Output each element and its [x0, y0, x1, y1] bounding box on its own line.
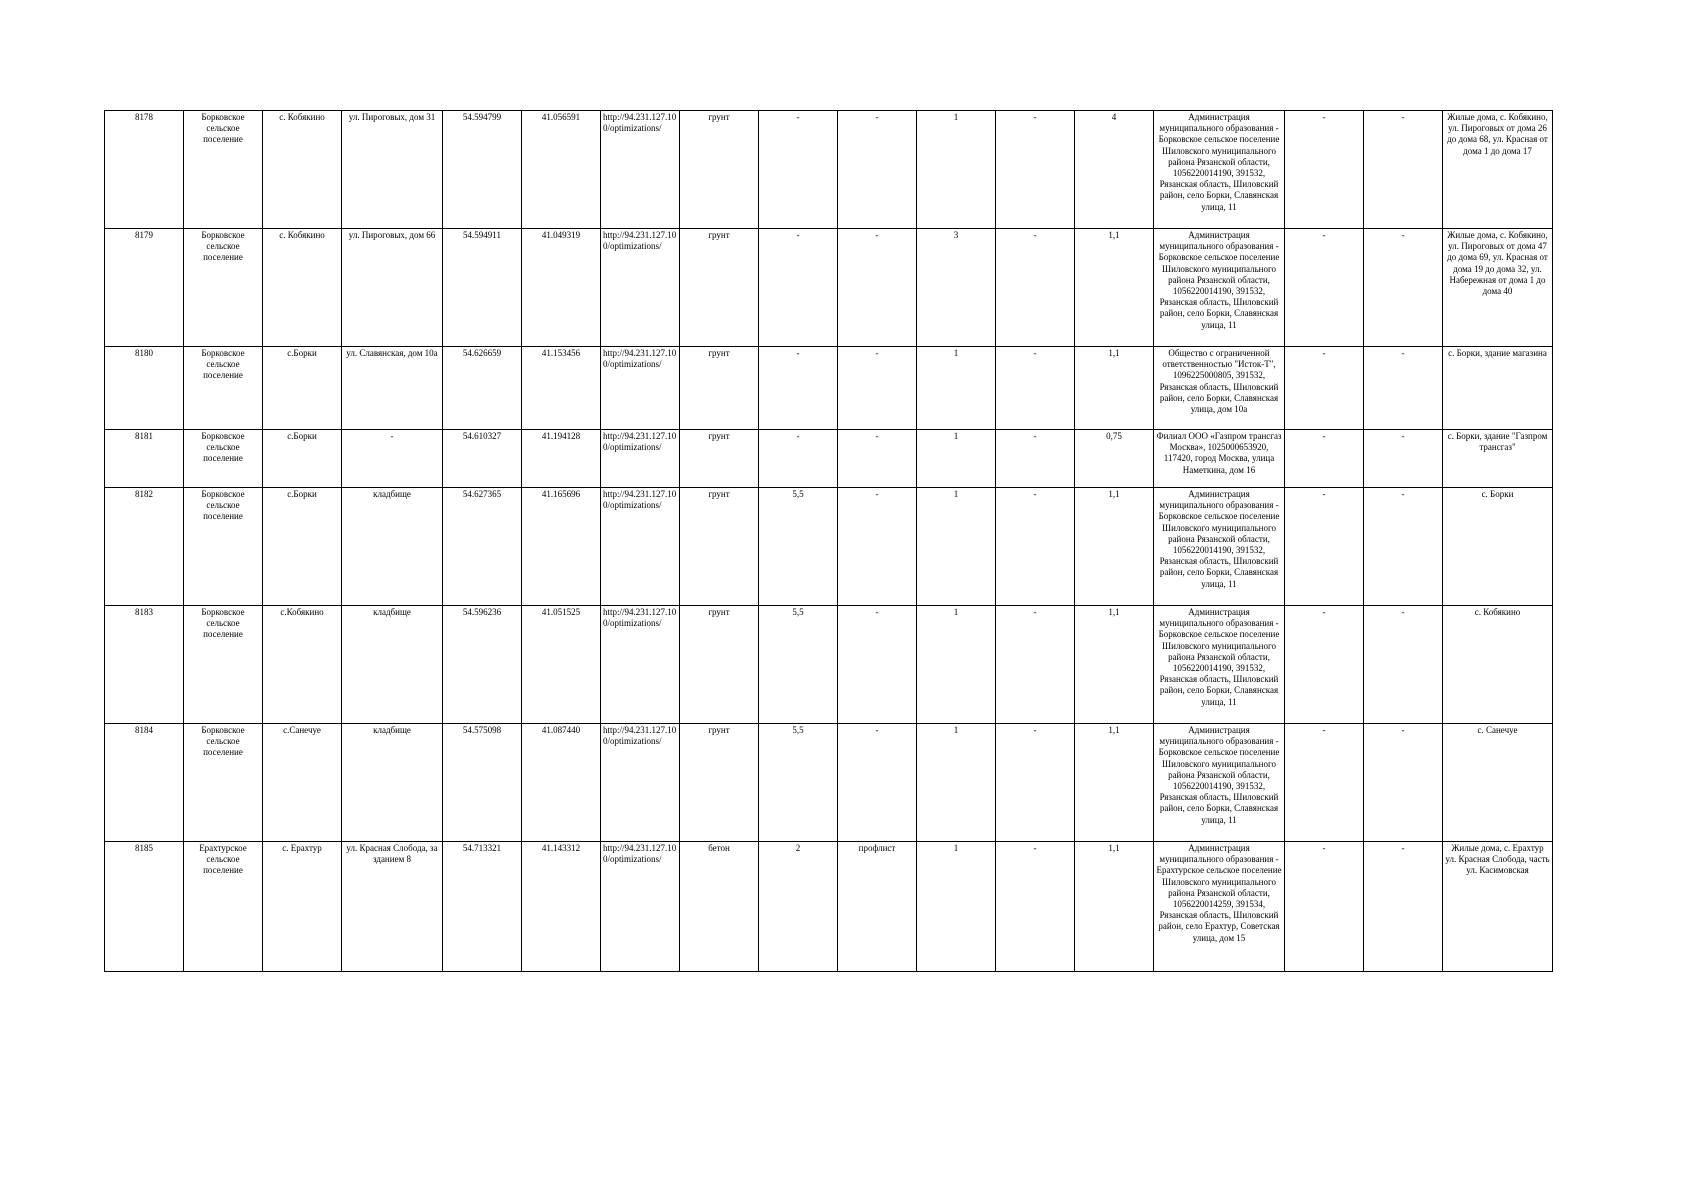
cell-owner: Администрация муниципального образования - Борковское сельское поселение Шиловского муниципального района Рязанской области, 1056220014190, 391532, Рязанская область, Шиловский район, село Борки, Славянская улица, 11 — [1154, 606, 1285, 724]
cell-fence-material: профлист — [838, 842, 917, 972]
cell-col-16: - — [1364, 488, 1443, 606]
cell-col-12: - — [996, 842, 1075, 972]
cell-waste-sources: с. Санечуе — [1443, 724, 1553, 842]
cell-col-16: - — [1364, 111, 1443, 229]
table-row — [105, 488, 1553, 606]
cell-col-15: - — [1285, 229, 1364, 347]
cell-waste-sources: Жилые дома, с. Кобякино, ул. Пироговых от дома 47 до дома 69, ул. Красная от дома 19 до дома 32, ул. Набережная от дома 1 до дома 40 — [1443, 229, 1553, 347]
cell-fence-material: - — [838, 430, 917, 488]
table-row — [105, 606, 1553, 724]
cell-map-link: http://94.231.127.100/optimizations/ — [601, 430, 680, 488]
cell-container-volume: 1,1 — [1075, 229, 1154, 347]
table-row — [105, 229, 1553, 347]
cell-map-link: http://94.231.127.100/optimizations/ — [601, 347, 680, 430]
cell-col-16: - — [1364, 430, 1443, 488]
cell-waste-sources: с. Борки — [1443, 488, 1553, 606]
cell-container-count: 1 — [917, 488, 996, 606]
cell-col-12: - — [996, 111, 1075, 229]
cell-col-12: - — [996, 347, 1075, 430]
cell-waste-sources: Жилые дома, с. Ерахтур ул. Красная Слобода, часть ул. Касимовская — [1443, 842, 1553, 972]
cell-col-12: - — [996, 606, 1075, 724]
cell-address: кладбище — [342, 488, 443, 606]
cell-waste-sources: Жилые дома, с. Кобякино, ул. Пироговых от дома 26 до дома 68, ул. Красная от дома 1 до дома 17 — [1443, 111, 1553, 229]
cell-col-16: - — [1364, 347, 1443, 430]
cell-waste-sources: с. Борки, здание "Газпром трансгаз" — [1443, 430, 1553, 488]
cell-waste-sources: с. Кобякино — [1443, 606, 1553, 724]
table-row — [105, 111, 1553, 229]
cell-col-12: - — [996, 724, 1075, 842]
cell-fence-material: - — [838, 111, 917, 229]
cell-area: - — [759, 430, 838, 488]
cell-row-number: 8182 — [105, 488, 184, 606]
cell-map-link: http://94.231.127.100/optimizations/ — [601, 724, 680, 842]
cell-col-16: - — [1364, 724, 1443, 842]
cell-fence-material: - — [838, 724, 917, 842]
cell-owner: Администрация муниципального образования - Ерахтурское сельское поселение Шиловского муниципального района Рязанской области, 1056220014259, 391534, Рязанская область, Шиловский район, село Ерахтур, Советская улица, дом 15 — [1154, 842, 1285, 972]
cell-surface-type: грунт — [680, 111, 759, 229]
cell-col-15: - — [1285, 347, 1364, 430]
cell-longitude: 41.056591 — [522, 111, 601, 229]
cell-col-15: - — [1285, 430, 1364, 488]
cell-locality: с.Кобякино — [263, 606, 342, 724]
cell-container-count: 1 — [917, 347, 996, 430]
cell-container-volume: 1,1 — [1075, 347, 1154, 430]
cell-latitude: 54.713321 — [443, 842, 522, 972]
cell-owner: Общество с ограниченной ответственностью "Исток-Т", 1096225000805, 391532, Рязанская область, Шиловский район, село Борки, Славянская улица, дом 10а — [1154, 347, 1285, 430]
cell-longitude: 41.049319 — [522, 229, 601, 347]
cell-address: ул. Пироговых, дом 66 — [342, 229, 443, 347]
cell-locality: с.Борки — [263, 347, 342, 430]
cell-container-count: 1 — [917, 842, 996, 972]
cell-address: ул. Красная Слобода, за зданием 8 — [342, 842, 443, 972]
cell-locality: с.Санечуе — [263, 724, 342, 842]
cell-settlement: Борковское сельское поселение — [184, 488, 263, 606]
cell-container-volume: 1,1 — [1075, 606, 1154, 724]
cell-owner: Филиал ООО «Газпром трансгаз Москва», 1025000653920, 117420, город Москва, улица Наметкина, дом 16 — [1154, 430, 1285, 488]
cell-area: - — [759, 111, 838, 229]
cell-locality: с. Кобякино — [263, 111, 342, 229]
cell-fence-material: - — [838, 606, 917, 724]
cell-latitude: 54.594911 — [443, 229, 522, 347]
cell-col-16: - — [1364, 842, 1443, 972]
cell-address: кладбище — [342, 724, 443, 842]
cell-area: 5,5 — [759, 488, 838, 606]
cell-row-number: 8184 — [105, 724, 184, 842]
cell-settlement: Борковское сельское поселение — [184, 347, 263, 430]
cell-longitude: 41.153456 — [522, 347, 601, 430]
cell-row-number: 8183 — [105, 606, 184, 724]
cell-area: 5,5 — [759, 724, 838, 842]
cell-col-16: - — [1364, 229, 1443, 347]
cell-col-12: - — [996, 430, 1075, 488]
cell-locality: с.Борки — [263, 488, 342, 606]
cell-address: кладбище — [342, 606, 443, 724]
table-row — [105, 724, 1553, 842]
cell-locality: с. Ерахтур — [263, 842, 342, 972]
cell-fence-material: - — [838, 229, 917, 347]
cell-address: ул. Пироговых, дом 31 — [342, 111, 443, 229]
cell-col-15: - — [1285, 606, 1364, 724]
cell-surface-type: грунт — [680, 606, 759, 724]
cell-col-12: - — [996, 488, 1075, 606]
cell-locality: с. Кобякино — [263, 229, 342, 347]
cell-map-link: http://94.231.127.100/optimizations/ — [601, 606, 680, 724]
table-row — [105, 347, 1553, 430]
cell-map-link: http://94.231.127.100/optimizations/ — [601, 842, 680, 972]
cell-container-volume: 1,1 — [1075, 488, 1154, 606]
cell-container-count: 1 — [917, 430, 996, 488]
cell-latitude: 54.594799 — [443, 111, 522, 229]
cell-settlement: Ерахтурское сельское поселение — [184, 842, 263, 972]
cell-surface-type: грунт — [680, 724, 759, 842]
cell-col-12: - — [996, 229, 1075, 347]
cell-surface-type: грунт — [680, 229, 759, 347]
cell-row-number: 8179 — [105, 229, 184, 347]
cell-settlement: Борковское сельское поселение — [184, 606, 263, 724]
cell-longitude: 41.051525 — [522, 606, 601, 724]
cell-surface-type: бетон — [680, 842, 759, 972]
table-row — [105, 430, 1553, 488]
cell-map-link: http://94.231.127.100/optimizations/ — [601, 111, 680, 229]
cell-row-number: 8185 — [105, 842, 184, 972]
cell-surface-type: грунт — [680, 430, 759, 488]
cell-longitude: 41.087440 — [522, 724, 601, 842]
cell-latitude: 54.627365 — [443, 488, 522, 606]
cell-address: - — [342, 430, 443, 488]
cell-settlement: Борковское сельское поселение — [184, 229, 263, 347]
cell-owner: Администрация муниципального образования - Борковское сельское поселение Шиловского муниципального района Рязанской области, 1056220014190, 391532, Рязанская область, Шиловский район, село Борки, Славянская улица, 11 — [1154, 229, 1285, 347]
cell-fence-material: - — [838, 488, 917, 606]
cell-owner: Администрация муниципального образования - Борковское сельское поселение Шиловского муниципального района Рязанской области, 1056220014190, 391532, Рязанская область, Шиловский район, село Борки, Славянская улица, 11 — [1154, 488, 1285, 606]
cell-settlement: Борковское сельское поселение — [184, 724, 263, 842]
cell-area: 5,5 — [759, 606, 838, 724]
cell-longitude: 41.165696 — [522, 488, 601, 606]
cell-container-volume: 4 — [1075, 111, 1154, 229]
cell-latitude: 54.626659 — [443, 347, 522, 430]
cell-container-count: 1 — [917, 111, 996, 229]
cell-latitude: 54.596236 — [443, 606, 522, 724]
cell-locality: с.Борки — [263, 430, 342, 488]
cell-map-link: http://94.231.127.100/optimizations/ — [601, 488, 680, 606]
cell-map-link: http://94.231.127.100/optimizations/ — [601, 229, 680, 347]
cell-settlement: Борковское сельское поселение — [184, 111, 263, 229]
cell-container-count: 3 — [917, 229, 996, 347]
cell-row-number: 8178 — [105, 111, 184, 229]
cell-area: - — [759, 347, 838, 430]
cell-area: - — [759, 229, 838, 347]
cell-col-15: - — [1285, 842, 1364, 972]
cell-area: 2 — [759, 842, 838, 972]
cell-row-number: 8180 — [105, 347, 184, 430]
cell-row-number: 8181 — [105, 430, 184, 488]
cell-container-count: 1 — [917, 606, 996, 724]
cell-settlement: Борковское сельское поселение — [184, 430, 263, 488]
cell-latitude: 54.610327 — [443, 430, 522, 488]
cell-surface-type: грунт — [680, 488, 759, 606]
cell-owner: Администрация муниципального образования - Борковское сельское поселение Шиловского муниципального района Рязанской области, 1056220014190, 391532, Рязанская область, Шиловский район, село Борки, Славянская улица, 11 — [1154, 111, 1285, 229]
cell-container-volume: 1,1 — [1075, 842, 1154, 972]
cell-waste-sources: с. Борки, здание магазина — [1443, 347, 1553, 430]
cell-container-volume: 0,75 — [1075, 430, 1154, 488]
cell-fence-material: - — [838, 347, 917, 430]
cell-container-volume: 1,1 — [1075, 724, 1154, 842]
cell-col-15: - — [1285, 488, 1364, 606]
cell-address: ул. Славянская, дом 10а — [342, 347, 443, 430]
table-row — [105, 842, 1553, 972]
cell-latitude: 54.575098 — [443, 724, 522, 842]
registry-table — [104, 110, 1553, 972]
cell-col-15: - — [1285, 724, 1364, 842]
cell-container-count: 1 — [917, 724, 996, 842]
cell-col-15: - — [1285, 111, 1364, 229]
cell-longitude: 41.194128 — [522, 430, 601, 488]
cell-owner: Администрация муниципального образования - Борковское сельское поселение Шиловского муниципального района Рязанской области, 1056220014190, 391532, Рязанская область, Шиловский район, село Борки, Славянская улица, 11 — [1154, 724, 1285, 842]
cell-longitude: 41.143312 — [522, 842, 601, 972]
cell-col-16: - — [1364, 606, 1443, 724]
cell-surface-type: грунт — [680, 347, 759, 430]
